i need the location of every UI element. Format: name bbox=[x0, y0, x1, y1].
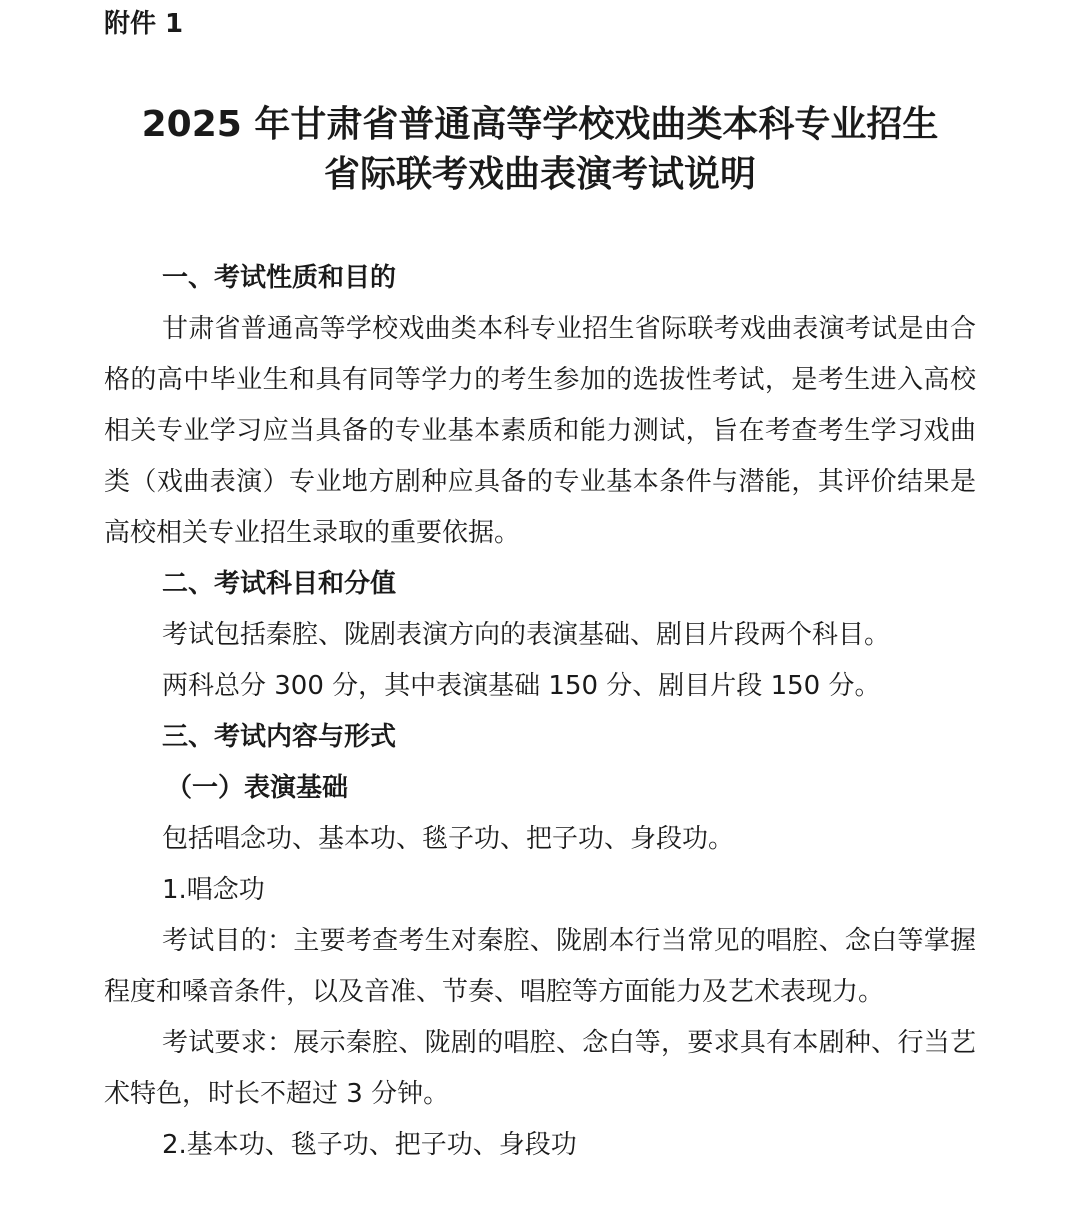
item-1-requirement: 考试要求：展示秦腔、陇剧的唱腔、念白等，要求具有本剧种、行当艺术特色，时长不超过 3 分钟。 bbox=[104, 1028, 976, 1109]
section-1-paragraph: 甘肃省普通高等学校戏曲类本科专业招生省际联考戏曲表演考试是由合格的高中毕业生和具有同等学力的考生参加的选拔性考试，是考生进入高校相关专业学习应当具备的专业基本素质和能力测试，旨在考查考生学习戏曲类（戏曲表演）专业地方剧种应具备的专业基本条件与潜能，其评价结果是高校相关专业招生录取的重要依据。 bbox=[104, 314, 976, 548]
section-2-line-2: 两科总分 300 分，其中表演基础 150 分、剧目片段 150 分。 bbox=[162, 671, 881, 701]
section-3-subheading-1: （一）表演基础 bbox=[166, 773, 349, 803]
document-title-line-1: 2025 年甘肃省普通高等学校戏曲类本科专业招生 bbox=[141, 104, 939, 145]
item-2-title: 2.基本功、毯子功、把子功、身段功 bbox=[162, 1130, 577, 1160]
item-1-title: 1.唱念功 bbox=[162, 875, 265, 905]
section-3-intro: 包括唱念功、基本功、毯子功、把子功、身段功。 bbox=[162, 824, 735, 854]
item-1-purpose: 考试目的：主要考查考生对秦腔、陇剧本行当常见的唱腔、念白等掌握程度和嗓音条件，以及音准、节奏、唱腔等方面能力及艺术表现力。 bbox=[104, 926, 976, 1007]
attachment-label: 附件 1 bbox=[104, 9, 184, 39]
section-3-heading: 三、考试内容与形式 bbox=[162, 722, 397, 752]
section-2-heading: 二、考试科目和分值 bbox=[162, 569, 397, 599]
section-2-line-1: 考试包括秦腔、陇剧表演方向的表演基础、剧目片段两个科目。 bbox=[162, 620, 891, 650]
document-body bbox=[104, 253, 976, 1171]
document-title-line-2: 省际联考戏曲表演考试说明 bbox=[323, 154, 756, 195]
section-1-heading: 一、考试性质和目的 bbox=[162, 263, 397, 293]
